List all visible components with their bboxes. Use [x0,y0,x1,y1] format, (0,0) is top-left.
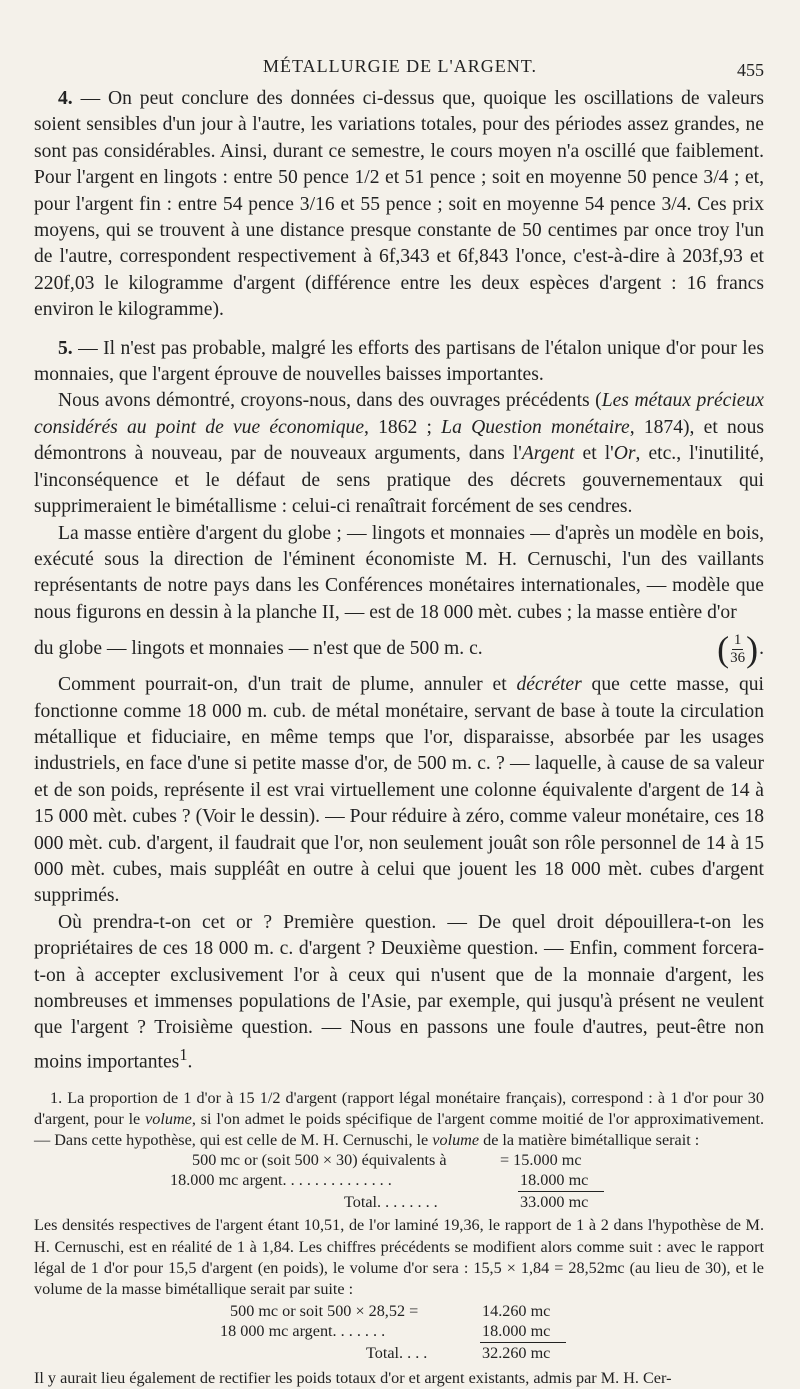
calc-label: 500 mc or (soit 500 × 30) équivalents à [192,1151,447,1170]
text-run: , etc., l'inutilité, l'inconséquence et le défaut de sens pratique des décrets gouvernementaux qui supprimeraient le bimétallisme : celui-ci renaîtrait forcément de ses cendres. [34,443,764,518]
paragraph-nous-avons [34,388,764,520]
calc-value: 18.000 mc [482,1322,551,1341]
paragraph-text: — Il n'est pas probable, malgré les efforts des partisans de l'étalon unique d'or pour les monnaies, que l'argent éprouve de nouvelles baisses importantes. [34,337,764,386]
fraction-numerator: 1 [733,631,742,648]
text-run: , 1874), et nous démontrons à nouveau, par de nouveaux arguments, dans l' [34,416,764,465]
page-number: 455 [737,60,764,80]
left-paren: ( [717,629,730,670]
emphasis: volume [432,1131,480,1150]
paragraph-text: Où prendra-t-on cet or ? Première question. — De quel droit dépouillera-t-on les propriétaires de ces 18 000 m. c. d'argent ? Deuxième question. — Enfin, comment forcera-t-on à accepter exclusivement l'or à ceux qui n'usent que de la monnaie d'argent, les nombreuses et immenses populations de l'Asie, par exemple, qui jusqu'à présent ne veulent que l'argent ? Troisième question. — Nous en passons une foule d'autres, peut-être non moins importantes [34,911,764,1073]
calc-label: 18.000 mc argent. . . . . . . . . . . . . . [170,1171,392,1190]
volume-calculation-1 [34,1151,764,1215]
paragraph-text: La masse entière d'argent du globe ; — lingots et monnaies — d'après un modèle en bois, exécuté sous la direction de l'éminent économiste M. H. Cernuschi, l'un des vaillants représentants de notre pays dans les Conférences monétaires internationales, — modèle que nous figurons en dessin à la planche II, — est de 18 000 mèt. cubes ; la masse entière d'or [34,522,764,623]
text-run: du globe — lingots et monnaies — n'est que de 500 m. c. [34,638,483,660]
page-header [0,54,800,84]
fraction [716,629,764,670]
calc-value: 14.260 mc [482,1302,551,1321]
calc-total-label: Total. . . . . . . . [344,1193,438,1212]
book-title: Argent [521,443,575,465]
emphasis: volume [145,1109,192,1128]
footnote-densities [34,1215,764,1300]
text-run: et l' [574,443,614,465]
text-run: , si l'on admet le poids spécifique de l'argent comme moitié de l'or approximativement. — Dans cette hypothèse, qui est celle de M. H. Cernuschi, le [34,1109,764,1150]
text-run: 1. La proportion de 1 d'or à 15 1/2 d'argent (rapport légal monétaire français), correspond : à 1 d'or pour 30 d'argent, pour le [34,1088,764,1128]
paragraph-5 [34,336,764,389]
footnote-reference: 1 [179,1044,188,1064]
calc-value: 18.000 mc [520,1171,589,1190]
sum-rule [518,1191,604,1192]
volume-calculation-2 [34,1300,764,1368]
text-run: de la matière bimétallique serait : [479,1131,700,1150]
calc-value: = 15.000 mc [500,1151,582,1170]
sum-rule [480,1342,566,1343]
calc-total-value: 32.260 mc [482,1344,551,1363]
text-run: . [759,638,764,660]
paragraph-text: — On peut conclure des données ci-dessus que, quoique les oscillations de valeurs soient sensibles d'un jour à l'autre, les variations totales, pour des périodes assez grandes, ne sont pas considérables. Ainsi, durant ce semestre, le cours moyen n'a oscillé que faiblement. Pour l'argent en lingots : entre 50 pence 1/2 et 51 pence ; soit en moyenne 50 pence 3/4 ; et, pour l'argent fin : entre 54 pence 3/16 et 55 pence ; soit en moyenne 54 pence 3/4. Ces prix moyens, qui se trouvent à une distance presque constante de 50 centimes par once troy l'un de l'autre, correspondent respectivement à 6f,343 et 6f,843 l'once, c'est-à-dire à 203f,93 et 220f,03 le kilogramme d'argent (différence entre les deux espèces d'argent : 16 francs environ le kilogramme). [34,88,764,321]
text-run: Les densités respectives de l'argent étant 10,51, de l'or laminé 19,36, le rapport de 1 à 2 dans l'hypothèse de M. H. Cernuschi, est en réalité de 1 à 1,84. Les chiffres précédents se modifient alors comme suit : avec le rapport légal de 1 d'or pour 15,5 d'argent (en poids), le volume d'or sera : 15,5 × 1,84 = 28,52mc (au lieu de 30), et le volume de la masse bimétallique serait par suite : [34,1216,764,1298]
paragraph-la-masse [34,521,764,627]
calc-label: 18 000 mc argent. . . . . . . [220,1322,386,1341]
book-title: Les métaux précieux considérés au point de vue économique [34,390,764,438]
book-title: La Question monétaire [441,416,630,438]
calc-label: 500 mc or soit 500 × 28,52 = [230,1302,419,1321]
paragraph-comment [34,672,764,910]
paragraph-number: 5. [58,337,73,359]
text-run: Nous avons démontré, croyons-nous, dans des ouvrages précédents ( [58,390,602,412]
fraction-denominator: 36 [730,649,746,666]
emphasis: décréter [516,674,582,696]
calc-total-label: Total. . . . [366,1344,428,1363]
text-run: , 1862 ; [364,416,442,438]
fraction-stack [730,632,745,667]
text-run: que cette masse, qui fonctionne comme 18 000 m. cub. de métal monétaire, servant de base à toute la circulation métallique et fiduciaire, en même temps que l'or, disparaisse, absorbée par les usages industriels, en face d'une si petite masse d'or, de 500 m. c. ? — laquelle, à cause de sa valeur et de son poids, représente il est vrai virtuellement une colonne équivalente d'argent de 14 à 15 000 mèt. cubes ? (Voir le dessin). — Pour réduire à zéro, comme valeur monétaire, ces 18 000 mèt. cub. d'argent, il faudrait que l'or, non seulement jouât son rôle personnel de 14 à 15 000 mèt. cubes, mais suppléât en outre à celui que jouent les 18 000 mèt. cubes d'argent supprimés. [34,674,764,907]
footnotes [34,1088,764,1389]
calc-total-value: 33.000 mc [520,1193,589,1212]
paragraph-number: 4. [58,88,73,109]
right-paren: ) [746,629,759,670]
book-title: Or [613,443,636,465]
text-run: Comment pourrait-on, d'un trait de plume, annuler et [58,674,517,696]
text-run: . [187,1051,193,1073]
footnote-last-line [34,1368,764,1389]
running-title: MÉTALLURGIE DE L'ARGENT. [263,56,537,76]
text-run: Il y aurait lieu également de rectifier les poids totaux d'or et argent existants, admis par M. H. Cer- [34,1369,672,1388]
paragraph-ou-prendra [34,910,764,1076]
body-text [34,86,764,1389]
footnote-1 [34,1088,764,1152]
paragraph-4 [34,86,764,324]
fraction-line [34,626,764,672]
